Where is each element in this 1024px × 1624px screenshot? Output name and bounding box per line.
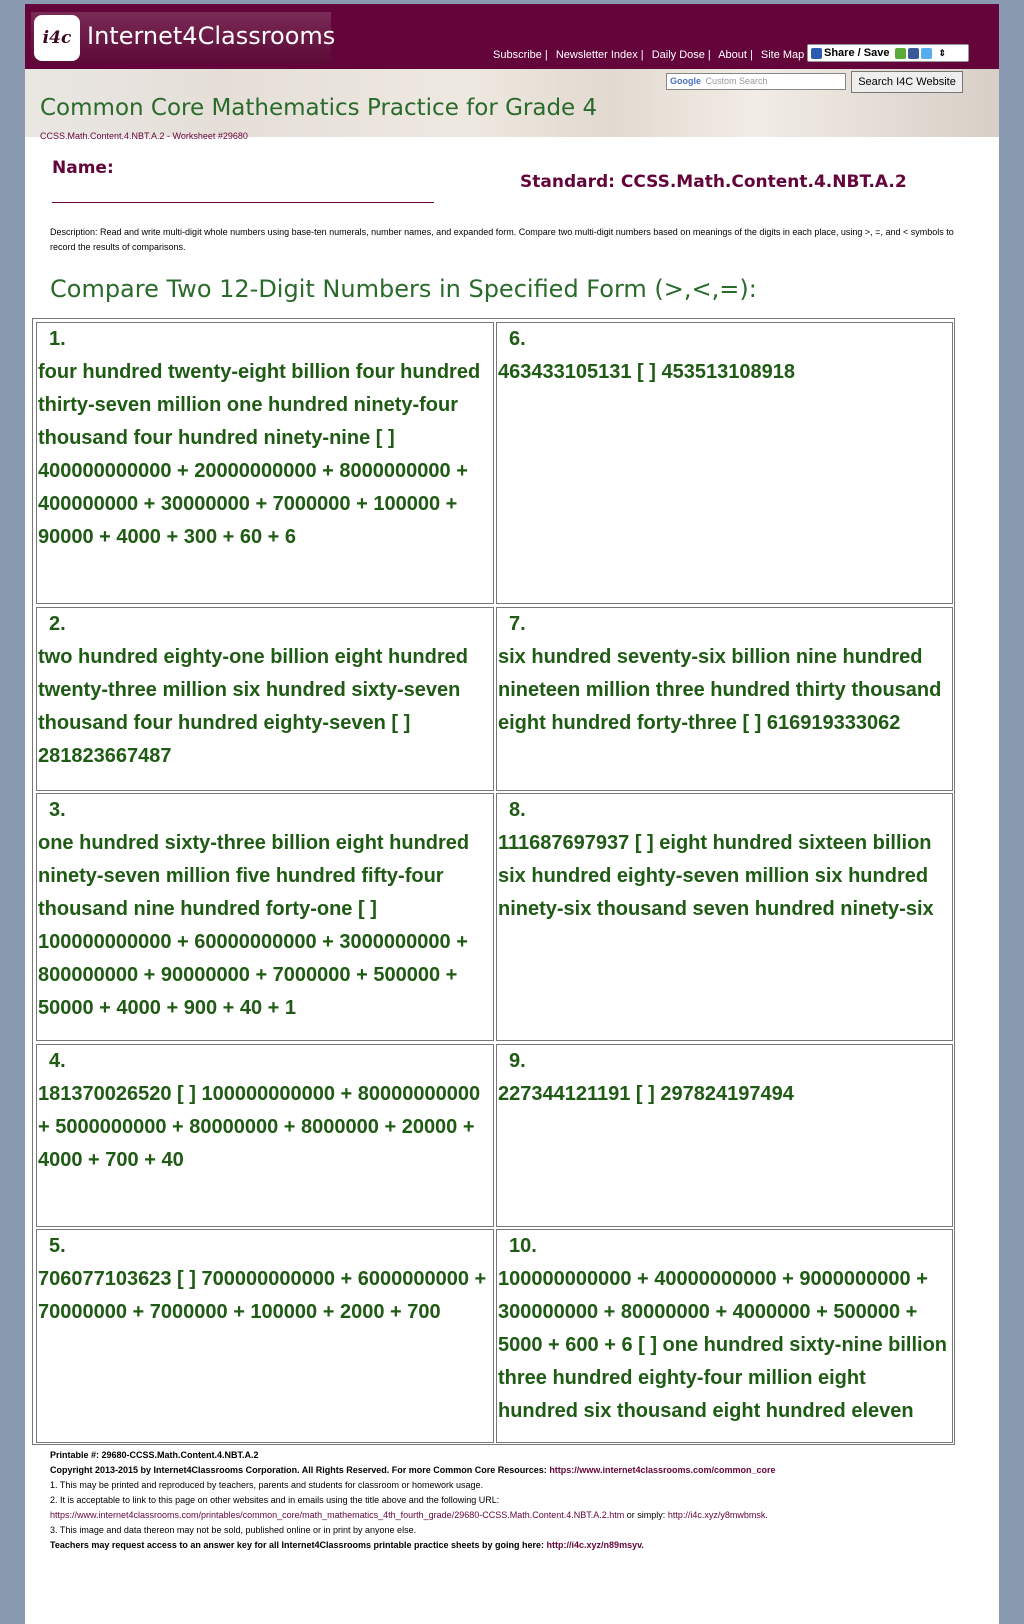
problem-cell — [36, 322, 494, 604]
answer-key-link[interactable]: http://i4c.xyz/n89msyv. — [546, 1540, 644, 1550]
problems-table — [32, 318, 955, 1445]
i4c-logo-icon — [34, 15, 80, 61]
logo-text: Internet4Classrooms — [87, 22, 336, 50]
short-url-link[interactable]: http://i4c.xyz/y8mwbmsk. — [667, 1510, 768, 1520]
problem-text: 181370026520 [ ] 100000000000 + 80000000000 + 5000000000 + 80000000 + 8000000 + 20000 + 4000 + 700 + 40 — [38, 1083, 481, 1171]
usage-note-3: 3. This image and data thereon may not be sold, published online or in print by anyone else. — [50, 1525, 417, 1535]
problem-cell — [496, 322, 953, 604]
nav-site-map-link[interactable]: Site Map — [760, 49, 805, 61]
or-simply-text: or simply: — [626, 1510, 666, 1520]
search-button[interactable]: Search I4C Website — [851, 71, 963, 93]
problem-cell — [36, 607, 494, 791]
usage-note-2-urls — [50, 1508, 990, 1523]
problem-number: 3. — [49, 799, 66, 821]
problem-number: 1. — [49, 328, 66, 350]
nav-subscribe-link[interactable]: Subscribe — [493, 49, 542, 61]
footer — [50, 1448, 990, 1553]
problem-number: 6. — [509, 328, 526, 350]
worksheet-meta: CCSS.Math.Content.4.NBT.A.2 - Worksheet #29680 — [40, 131, 248, 141]
nav-separator: | — [707, 49, 711, 61]
problem-number: 2. — [49, 613, 66, 635]
problem-text: 706077103623 [ ] 700000000000 + 6000000000 + 70000000 + 7000000 + 100000 + 2000 + 700 — [38, 1268, 487, 1323]
problem-cell — [496, 793, 953, 1041]
share-expand-icon[interactable]: ⇕ — [938, 47, 946, 58]
nav-separator: | — [749, 49, 753, 61]
problem-text: 463433105131 [ ] 453513108918 — [498, 361, 795, 383]
search-placeholder: Custom Search — [705, 76, 768, 86]
problem-text: one hundred sixty-three billion eight hundred ninety-seven million five hundred fifty-four thousand nine hundred forty-one [ ] 100000000000 + 60000000000 + 3000000000 + 800000000 + 90000000 + 7000000 + 500000 + 50000 + 4000 + 900 + 40 + 1 — [38, 832, 470, 1019]
problem-cell — [36, 1044, 494, 1227]
page-title: Common Core Mathematics Practice for Grade 4 — [40, 95, 598, 121]
nav-daily-dose-link[interactable]: Daily Dose — [651, 49, 705, 61]
problem-number: 8. — [509, 799, 526, 821]
problem-text: 100000000000 + 40000000000 + 9000000000 + 300000000 + 80000000 + 4000000 + 500000 + 5000 + 600 + 6 [ ] one hundred sixty-nine billion three hundred eighty-four million eight hundred six thousand eight hundred eleven — [498, 1268, 948, 1422]
top-nav — [493, 49, 804, 61]
facebook-icon[interactable] — [908, 48, 919, 59]
name-line — [52, 202, 434, 203]
share-plus-icon — [811, 48, 822, 59]
nav-separator: | — [640, 49, 644, 61]
problem-text: 227344121191 [ ] 297824197494 — [498, 1083, 794, 1105]
copyright-text: Copyright 2013-2015 by Internet4Classrooms Corporation. All Rights Reserved. For more Common Core Resources: — [50, 1465, 547, 1475]
site-logo[interactable] — [31, 12, 336, 64]
problem-cell — [496, 1229, 953, 1443]
custom-search-input[interactable] — [666, 73, 846, 90]
problem-number: 9. — [509, 1050, 526, 1072]
logo-badge-text: i4c — [42, 28, 72, 48]
problem-number: 10. — [509, 1235, 537, 1257]
nav-newsletter-index-link[interactable]: Newsletter Index — [555, 49, 638, 61]
problem-number: 5. — [49, 1235, 66, 1257]
email-share-icon[interactable] — [895, 48, 906, 59]
problem-text: six hundred seventy-six billion nine hundred nineteen million three hundred thirty thousand eight hundred forty-three [ ] 616919333062 — [498, 646, 942, 734]
problem-text: 111687697937 [ ] eight hundred sixteen billion six hundred eighty-seven million six hundred ninety-six thousand seven hundred ninety-six — [498, 832, 934, 920]
problem-text: two hundred eighty-one billion eight hundred twenty-three million six hundred sixty-seven thousand four hundred eighty-seven [ ] 281823667487 — [38, 646, 468, 767]
worksheet-url-link[interactable]: https://www.internet4classrooms.com/printables/common_core/math_mathematics_4th_fourth_grade/29680-CCSS.Math.Content.4.NBT.A.2.htm — [50, 1510, 625, 1520]
banner — [25, 69, 999, 137]
answer-key-line — [50, 1538, 990, 1553]
copyright-line — [50, 1463, 990, 1478]
share-save-button[interactable] — [807, 44, 969, 62]
twitter-icon[interactable] — [921, 48, 932, 59]
problem-cell — [36, 793, 494, 1041]
worksheet-subtitle: Compare Two 12-Digit Numbers in Specified Form (>,<,=): — [50, 275, 757, 303]
problem-number: 4. — [49, 1050, 66, 1072]
site-header — [25, 4, 999, 69]
share-label: Share / Save — [824, 47, 890, 59]
nav-separator: | — [544, 49, 548, 61]
problem-cell — [36, 1229, 494, 1443]
usage-note-2: 2. It is acceptable to link to this page on other websites and in emails using the title above and the following URL: — [50, 1495, 500, 1505]
name-label: Name: — [52, 158, 114, 178]
problem-number: 7. — [509, 613, 526, 635]
common-core-link[interactable]: https://www.internet4classrooms.com/common_core — [549, 1465, 776, 1475]
nav-about-link[interactable]: About — [718, 49, 747, 61]
worksheet-page — [25, 4, 999, 1624]
problem-cell — [496, 607, 953, 791]
usage-note-1: 1. This may be printed and reproduced by teachers, parents and students for classroom or homework usage. — [50, 1480, 484, 1490]
description: Description: Read and write multi-digit whole numbers using base-ten numerals, number names, and expanded form. Compare two multi-digit numbers based on meanings of the digits in each place, using >, =, and < symbols to record the results of comparisons. — [50, 227, 954, 252]
problem-text: four hundred twenty-eight billion four hundred thirty-seven million one hundred ninety-four thousand four hundred ninety-nine [ ] 400000000000 + 20000000000 + 8000000000 + 400000000 + 30000000 + 7000000 + 100000 + 90000 + 4000 + 300 + 60 + 6 — [38, 361, 481, 548]
printable-number: Printable #: 29680-CCSS.Math.Content.4.NBT.A.2 — [50, 1450, 259, 1460]
google-logo: Google — [670, 76, 701, 86]
standard-label: Standard: CCSS.Math.Content.4.NBT.A.2 — [520, 172, 907, 192]
problem-cell — [496, 1044, 953, 1227]
answer-key-text: Teachers may request access to an answer key for all Internet4Classrooms printable practice sheets by going here: — [50, 1540, 545, 1550]
